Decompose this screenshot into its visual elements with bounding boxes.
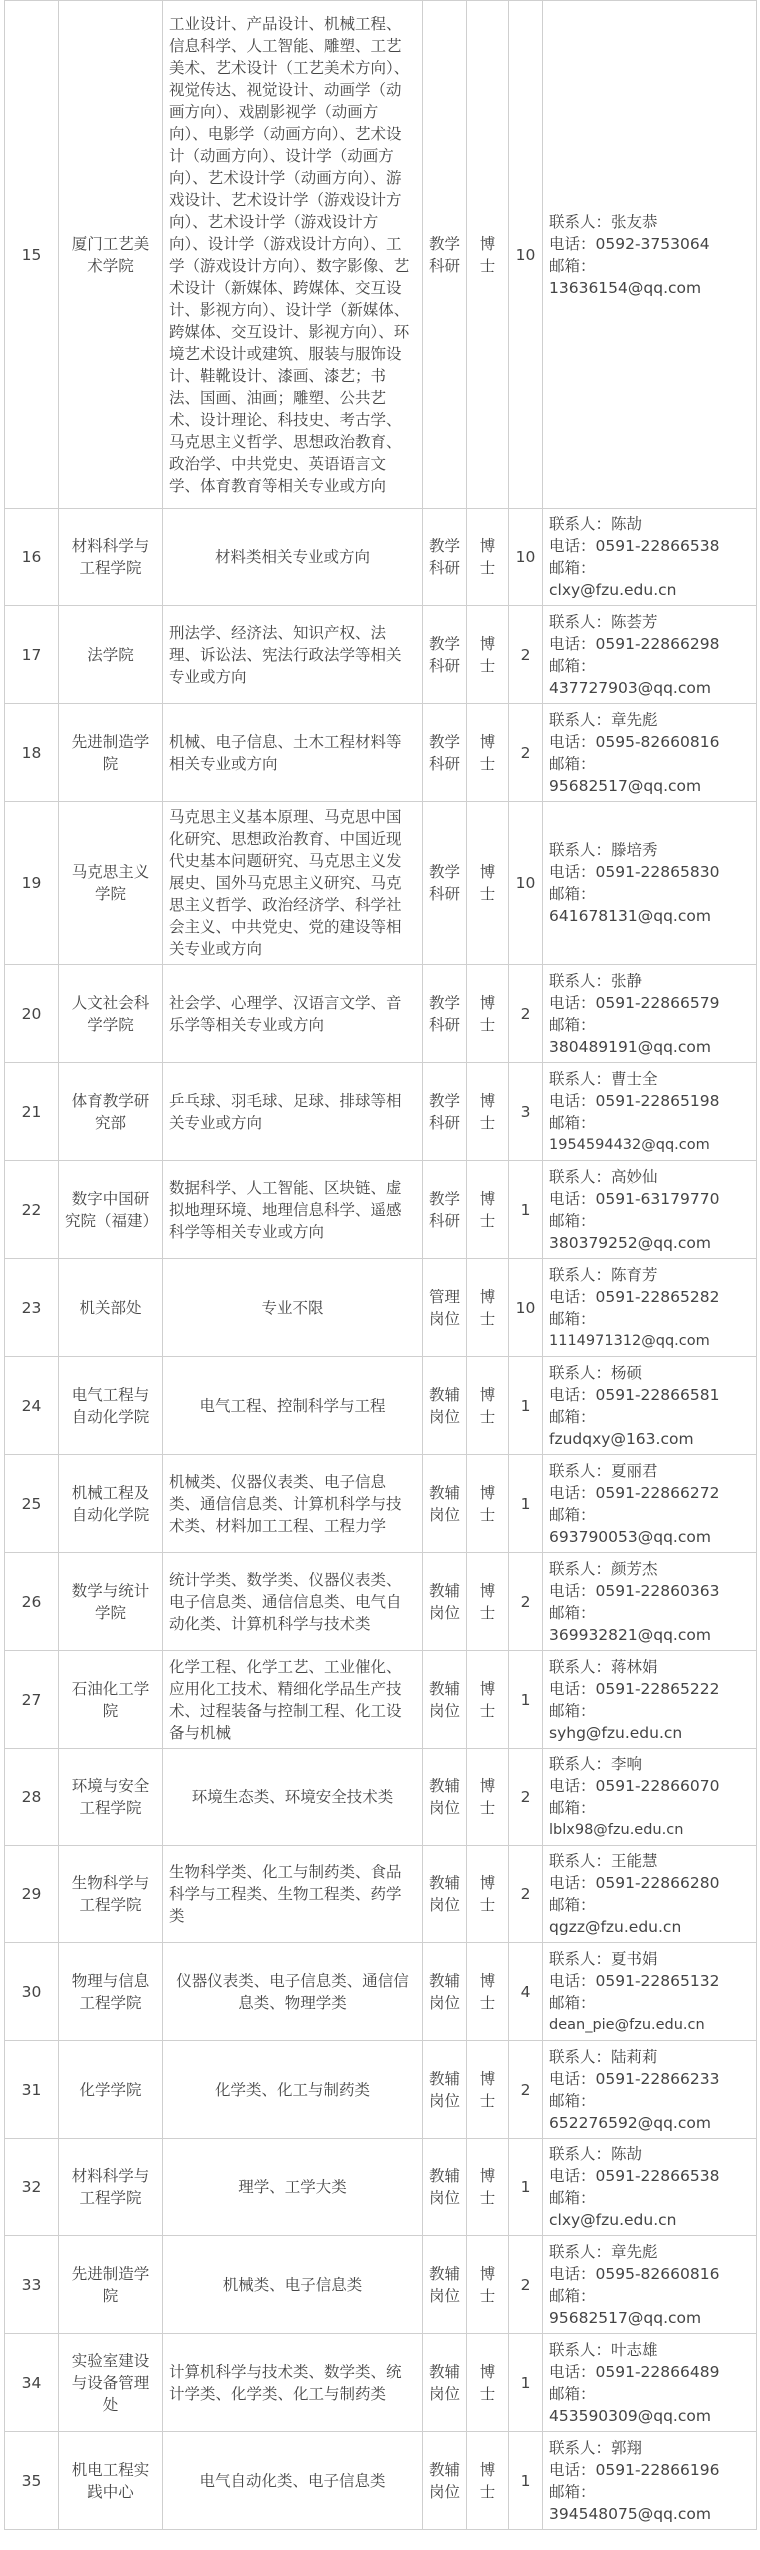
contact-email[interactable]: fzudqxy@163.com (549, 1429, 694, 1448)
contact-email-label: 邮箱： (549, 2091, 596, 2110)
contact-info (543, 1749, 757, 1846)
headcount: 1 (509, 1455, 543, 1553)
table-row (5, 1259, 757, 1357)
contact-person: 联系人：颜芳杰 (549, 1559, 658, 1578)
contact-person: 联系人：高妙仙 (549, 1167, 658, 1186)
degree-requirement: 博士 (467, 2432, 509, 2530)
table-row (5, 1651, 757, 1749)
row-number: 16 (5, 509, 59, 606)
contact-phone: 电话：0591-22865830 (549, 863, 720, 881)
degree-requirement: 博士 (467, 965, 509, 1063)
table-row (5, 1553, 757, 1651)
unit-name: 实验室建设与设备管理处 (59, 2334, 163, 2432)
degree-requirement: 博士 (467, 1259, 509, 1357)
contact-email-label: 邮箱： (549, 2286, 596, 2305)
contact-info (543, 965, 757, 1063)
degree-requirement: 博士 (467, 2041, 509, 2139)
major-requirement: 环境生态类、环境安全技术类 (163, 1749, 423, 1846)
contact-phone: 电话：0595-82660816 (549, 732, 720, 751)
position-type: 教学科研 (423, 802, 467, 965)
contact-info (543, 1259, 757, 1357)
unit-name: 体育教学研究部 (59, 1063, 163, 1161)
headcount: 2 (509, 2236, 543, 2334)
contact-info (543, 2236, 757, 2334)
contact-person: 联系人：陈育芳 (549, 1265, 658, 1284)
degree-requirement: 博士 (467, 704, 509, 802)
contact-email-label: 邮箱： (549, 2189, 596, 2207)
contact-phone: 电话：0592-3753064 (549, 234, 710, 253)
contact-person: 联系人：陈劼 (549, 515, 643, 533)
unit-name: 电气工程与自动化学院 (59, 1357, 163, 1455)
unit-name: 人文社会科学学院 (59, 965, 163, 1063)
major-requirement: 仪器仪表类、电子信息类、通信信息类、物理学类 (163, 1943, 423, 2041)
headcount: 4 (509, 1943, 543, 2041)
unit-name: 机关部处 (59, 1259, 163, 1357)
contact-person: 联系人：王能慧 (549, 1852, 658, 1870)
degree-requirement: 博士 (467, 1455, 509, 1553)
contact-person: 联系人：杨硕 (549, 1363, 643, 1382)
row-number: 21 (5, 1063, 59, 1161)
degree-requirement: 博士 (467, 1553, 509, 1651)
contact-person: 联系人：李响 (549, 1755, 643, 1773)
major-requirement: 理学、工学大类 (163, 2139, 423, 2236)
contact-person: 联系人：郭翔 (549, 2438, 643, 2457)
major-requirement: 机械类、仪器仪表类、电子信息类、通信信息类、计算机科学与技术类、材料加工工程、工程力学 (163, 1455, 423, 1553)
contact-email[interactable]: dean_pie@fzu.edu.cn (549, 2016, 705, 2033)
degree-requirement: 博士 (467, 1651, 509, 1749)
contact-email-label: 邮箱： (549, 754, 596, 773)
position-type: 教辅岗位 (423, 1749, 467, 1846)
contact-email-label: 邮箱： (549, 559, 596, 577)
headcount: 2 (509, 606, 543, 704)
headcount: 2 (509, 965, 543, 1063)
recruitment-table (4, 0, 757, 2530)
major-requirement: 计算机科学与技术类、数学类、统计学类、化学类、化工与制药类 (163, 2334, 423, 2432)
position-type: 教辅岗位 (423, 2139, 467, 2236)
table-row (5, 1, 757, 509)
position-type: 教学科研 (423, 606, 467, 704)
contact-email[interactable]: qgzz@fzu.edu.cn (549, 1918, 682, 1936)
contact-phone: 电话：0591-22860363 (549, 1581, 720, 1600)
degree-requirement: 博士 (467, 1943, 509, 2041)
headcount: 10 (509, 509, 543, 606)
unit-name: 数学与统计学院 (59, 1553, 163, 1651)
position-type: 教辅岗位 (423, 1846, 467, 1943)
position-type: 教学科研 (423, 509, 467, 606)
position-type: 教学科研 (423, 1063, 467, 1161)
contact-person: 联系人：章先彪 (549, 2242, 658, 2261)
position-type: 教学科研 (423, 704, 467, 802)
unit-name: 先进制造学院 (59, 2236, 163, 2334)
degree-requirement: 博士 (467, 509, 509, 606)
contact-person: 联系人：滕培秀 (549, 841, 658, 859)
degree-requirement: 博士 (467, 2236, 509, 2334)
contact-email[interactable]: 13636154@qq.com (549, 278, 702, 297)
unit-name: 生物科学与工程学院 (59, 1846, 163, 1943)
contact-phone: 电话：0591-22866581 (549, 1385, 720, 1404)
contact-email-label: 邮箱： (549, 1993, 596, 2012)
row-number: 32 (5, 2139, 59, 2236)
degree-requirement: 博士 (467, 606, 509, 704)
headcount: 2 (509, 1846, 543, 1943)
degree-requirement: 博士 (467, 1357, 509, 1455)
unit-name: 材料科学与工程学院 (59, 509, 163, 606)
table-row (5, 965, 757, 1063)
row-number: 31 (5, 2041, 59, 2139)
degree-requirement: 博士 (467, 1063, 509, 1161)
major-requirement: 社会学、心理学、汉语言文学、音乐学等相关专业或方向 (163, 965, 423, 1063)
contact-email-label: 邮箱： (549, 1799, 596, 1817)
unit-name: 石油化工学院 (59, 1651, 163, 1749)
unit-name: 环境与安全工程学院 (59, 1749, 163, 1846)
contact-email[interactable]: 693790053@qq.com (549, 1527, 711, 1546)
contact-info (543, 1063, 757, 1161)
row-number: 34 (5, 2334, 59, 2432)
position-type: 教辅岗位 (423, 1553, 467, 1651)
contact-email[interactable]: syhg@fzu.edu.cn (549, 1723, 683, 1742)
contact-email[interactable]: 380489191@qq.com (549, 1037, 711, 1056)
row-number: 30 (5, 1943, 59, 2041)
major-requirement: 马克思主义基本原理、马克思中国化研究、思想政治教育、中国近现代史基本问题研究、马克思主义发展史、国外马克思主义研究、马克思主义哲学、政治经济学、科学社会主义、中共党史、党的建设等相关专业或方向 (163, 802, 423, 965)
contact-email[interactable]: 380379252@qq.com (549, 1233, 711, 1252)
table-row (5, 1749, 757, 1846)
row-number: 20 (5, 965, 59, 1063)
contact-email-label: 邮箱： (549, 2482, 596, 2501)
contact-person: 联系人：蒋林娟 (549, 1657, 658, 1676)
contact-phone: 电话：0591-22866579 (549, 993, 720, 1012)
contact-email[interactable]: 95682517@qq.com (549, 776, 702, 795)
contact-email[interactable]: 641678131@qq.com (549, 907, 711, 925)
contact-info (543, 1357, 757, 1455)
major-requirement: 刑法学、经济法、知识产权、法理、诉讼法、宪法行政法学等相关专业或方向 (163, 606, 423, 704)
unit-name: 先进制造学院 (59, 704, 163, 802)
contact-info (543, 606, 757, 704)
headcount: 10 (509, 1259, 543, 1357)
row-number: 25 (5, 1455, 59, 1553)
headcount: 10 (509, 802, 543, 965)
contact-info (543, 802, 757, 965)
contact-email[interactable]: clxy@fzu.edu.cn (549, 581, 677, 599)
table-row (5, 1455, 757, 1553)
row-number: 33 (5, 2236, 59, 2334)
headcount: 2 (509, 1553, 543, 1651)
contact-phone: 电话：0591-22866070 (549, 1777, 720, 1795)
contact-email-label: 邮箱： (549, 1505, 596, 1524)
contact-info (543, 1455, 757, 1553)
headcount: 2 (509, 704, 543, 802)
position-type: 教辅岗位 (423, 2334, 467, 2432)
major-requirement: 专业不限 (163, 1259, 423, 1357)
contact-email-label: 邮箱： (549, 1309, 596, 1328)
row-number: 18 (5, 704, 59, 802)
position-type: 教辅岗位 (423, 1357, 467, 1455)
position-type: 教辅岗位 (423, 1455, 467, 1553)
contact-phone: 电话：0591-22865222 (549, 1679, 720, 1698)
position-type: 教学科研 (423, 965, 467, 1063)
contact-email-label: 邮箱： (549, 1015, 596, 1034)
degree-requirement: 博士 (467, 1, 509, 509)
row-number: 15 (5, 1, 59, 509)
contact-person: 联系人：陆莉莉 (549, 2047, 658, 2066)
major-requirement: 材料类相关专业或方向 (163, 509, 423, 606)
table-body (5, 1, 757, 2530)
position-type: 教辅岗位 (423, 1651, 467, 1749)
headcount: 3 (509, 1063, 543, 1161)
position-type: 教辅岗位 (423, 2041, 467, 2139)
contact-phone: 电话：0591-22866298 (549, 634, 720, 653)
contact-info (543, 2041, 757, 2139)
contact-email-label: 邮箱： (549, 1211, 596, 1230)
contact-email[interactable]: 453590309@qq.com (549, 2406, 711, 2425)
table-row (5, 704, 757, 802)
degree-requirement: 博士 (467, 2139, 509, 2236)
contact-email-label: 邮箱： (549, 1896, 596, 1914)
row-number: 26 (5, 1553, 59, 1651)
contact-phone: 电话：0591-22866280 (549, 1874, 720, 1892)
headcount: 2 (509, 1749, 543, 1846)
major-requirement: 电气自动化类、电子信息类 (163, 2432, 423, 2530)
table-row (5, 802, 757, 965)
row-number: 28 (5, 1749, 59, 1846)
contact-info (543, 1651, 757, 1749)
table-row (5, 2432, 757, 2530)
contact-person: 联系人：陈荟芳 (549, 612, 658, 631)
position-type: 管理岗位 (423, 1259, 467, 1357)
major-requirement: 乒乓球、羽毛球、足球、排球等相关专业或方向 (163, 1063, 423, 1161)
contact-info (543, 2334, 757, 2432)
contact-phone: 电话：0591-22866272 (549, 1483, 720, 1502)
contact-phone: 电话：0591-22866538 (549, 2167, 720, 2185)
contact-email[interactable]: 437727903@qq.com (549, 678, 711, 697)
contact-email-label: 邮箱： (549, 2384, 596, 2403)
table-row (5, 2139, 757, 2236)
headcount: 1 (509, 1357, 543, 1455)
row-number: 17 (5, 606, 59, 704)
row-number: 22 (5, 1161, 59, 1259)
contact-info (543, 1553, 757, 1651)
contact-email-label: 邮箱： (549, 656, 596, 675)
major-requirement: 生物科学类、化工与制药类、食品科学与工程类、生物工程类、药学类 (163, 1846, 423, 1943)
contact-person: 联系人：夏书娟 (549, 1949, 658, 1968)
table-row (5, 509, 757, 606)
table-row (5, 2236, 757, 2334)
major-requirement: 机械、电子信息、土木工程材料等相关专业或方向 (163, 704, 423, 802)
contact-email-label: 邮箱： (549, 1113, 596, 1132)
contact-email[interactable]: 652276592@qq.com (549, 2113, 711, 2132)
contact-person: 联系人：叶志雄 (549, 2340, 658, 2359)
row-number: 24 (5, 1357, 59, 1455)
headcount: 10 (509, 1, 543, 509)
contact-phone: 电话：0591-22865198 (549, 1091, 720, 1110)
table-row (5, 606, 757, 704)
contact-person: 联系人：章先彪 (549, 710, 658, 729)
contact-info (543, 1943, 757, 2041)
contact-phone: 电话：0591-63179770 (549, 1189, 720, 1208)
contact-person: 联系人：夏丽君 (549, 1461, 658, 1480)
contact-phone: 电话：0591-22865282 (549, 1287, 720, 1306)
degree-requirement: 博士 (467, 1749, 509, 1846)
contact-email-label: 邮箱： (549, 1701, 596, 1720)
table-row (5, 1846, 757, 1943)
contact-email[interactable]: 369932821@qq.com (549, 1625, 711, 1644)
contact-email[interactable]: 1954594432@qq.com (549, 1136, 710, 1153)
contact-email[interactable]: 1114971312@qq.com (549, 1332, 710, 1349)
degree-requirement: 博士 (467, 1161, 509, 1259)
row-number: 23 (5, 1259, 59, 1357)
contact-phone: 电话：0591-22866233 (549, 2069, 720, 2088)
unit-name: 法学院 (59, 606, 163, 704)
contact-email[interactable]: 394548075@qq.com (549, 2504, 711, 2523)
contact-person: 联系人：曹士全 (549, 1069, 658, 1088)
major-requirement: 机械类、电子信息类 (163, 2236, 423, 2334)
position-type: 教辅岗位 (423, 2432, 467, 2530)
contact-info (543, 1161, 757, 1259)
contact-person: 联系人：张友恭 (549, 212, 658, 231)
unit-name: 物理与信息工程学院 (59, 1943, 163, 2041)
row-number: 35 (5, 2432, 59, 2530)
contact-phone: 电话：0595-82660816 (549, 2264, 720, 2283)
row-number: 29 (5, 1846, 59, 1943)
contact-person: 联系人：陈劼 (549, 2145, 643, 2163)
major-requirement: 电气工程、控制科学与工程 (163, 1357, 423, 1455)
contact-person: 联系人：张静 (549, 971, 643, 990)
contact-info (543, 2139, 757, 2236)
row-number: 19 (5, 802, 59, 965)
contact-email-label: 邮箱： (549, 1407, 596, 1426)
major-requirement: 数据科学、人工智能、区块链、虚拟地理环境、地理信息科学、遥感科学等相关专业或方向 (163, 1161, 423, 1259)
headcount: 1 (509, 2432, 543, 2530)
contact-email[interactable]: clxy@fzu.edu.cn (549, 2211, 677, 2229)
unit-name: 机械工程及自动化学院 (59, 1455, 163, 1553)
unit-name: 数字中国研究院（福建） (59, 1161, 163, 1259)
position-type: 教学科研 (423, 1, 467, 509)
unit-name: 厦门工艺美术学院 (59, 1, 163, 509)
table-row (5, 1357, 757, 1455)
contact-phone: 电话：0591-22866538 (549, 537, 720, 555)
headcount: 2 (509, 2041, 543, 2139)
contact-email-label: 邮箱： (549, 256, 596, 275)
contact-email[interactable]: lblx98@fzu.edu.cn (549, 1822, 684, 1838)
headcount: 1 (509, 1161, 543, 1259)
table-row (5, 1063, 757, 1161)
degree-requirement: 博士 (467, 1846, 509, 1943)
contact-info (543, 704, 757, 802)
degree-requirement: 博士 (467, 802, 509, 965)
contact-phone: 电话：0591-22865132 (549, 1971, 720, 1990)
contact-email-label: 邮箱： (549, 1603, 596, 1622)
headcount: 1 (509, 2334, 543, 2432)
headcount: 1 (509, 2139, 543, 2236)
row-number: 27 (5, 1651, 59, 1749)
contact-phone: 电话：0591-22866196 (549, 2460, 720, 2479)
contact-info (543, 1846, 757, 1943)
table-row (5, 2334, 757, 2432)
unit-name: 化学学院 (59, 2041, 163, 2139)
table-row (5, 2041, 757, 2139)
table-row (5, 1161, 757, 1259)
major-requirement: 化学类、化工与制药类 (163, 2041, 423, 2139)
degree-requirement: 博士 (467, 2334, 509, 2432)
contact-info (543, 2432, 757, 2530)
contact-info (543, 509, 757, 606)
headcount: 1 (509, 1651, 543, 1749)
major-requirement: 统计学类、数学类、仪器仪表类、电子信息类、通信信息类、电气自动化类、计算机科学与技术类 (163, 1553, 423, 1651)
position-type: 教辅岗位 (423, 2236, 467, 2334)
table-row (5, 1943, 757, 2041)
unit-name: 机电工程实践中心 (59, 2432, 163, 2530)
major-requirement: 工业设计、产品设计、机械工程、信息科学、人工智能、雕塑、工艺美术、艺术设计（工艺美术方向）、视觉传达、视觉设计、动画学（动画方向）、戏剧影视学（动画方向）、电影学（动画方向）、艺术设计（动画方向）、设计学（动画方向）、艺术设计学（动画方向）、游戏设计、艺术设计学（游戏设计方向）、艺术设计学（游戏设计方向）、设计学（游戏设计方向）、工学（游戏设计方向）、数字影像、艺术设计（新媒体、跨媒体、交互设计、影视方向）、设计学（新媒体、跨媒体、交互设计、影视方向）、环境艺术设计或建筑、服装与服饰设计、鞋靴设计、漆画、漆艺；书法、国画、油画；雕塑、公共艺术、设计理论、科技史、考古学、马克思主义哲学、思想政治教育、政治学、中共党史、英语语言文学、体育教育等相关专业或方向 (163, 1, 423, 509)
contact-phone: 电话：0591-22866489 (549, 2362, 720, 2381)
contact-info (543, 1, 757, 509)
contact-email-label: 邮箱： (549, 885, 596, 903)
position-type: 教辅岗位 (423, 1943, 467, 2041)
contact-email[interactable]: 95682517@qq.com (549, 2308, 702, 2327)
major-requirement: 化学工程、化学工艺、工业催化、应用化工技术、精细化学品生产技术、过程装备与控制工程、化工设备与机械 (163, 1651, 423, 1749)
unit-name: 马克思主义学院 (59, 802, 163, 965)
unit-name: 材料科学与工程学院 (59, 2139, 163, 2236)
position-type: 教学科研 (423, 1161, 467, 1259)
